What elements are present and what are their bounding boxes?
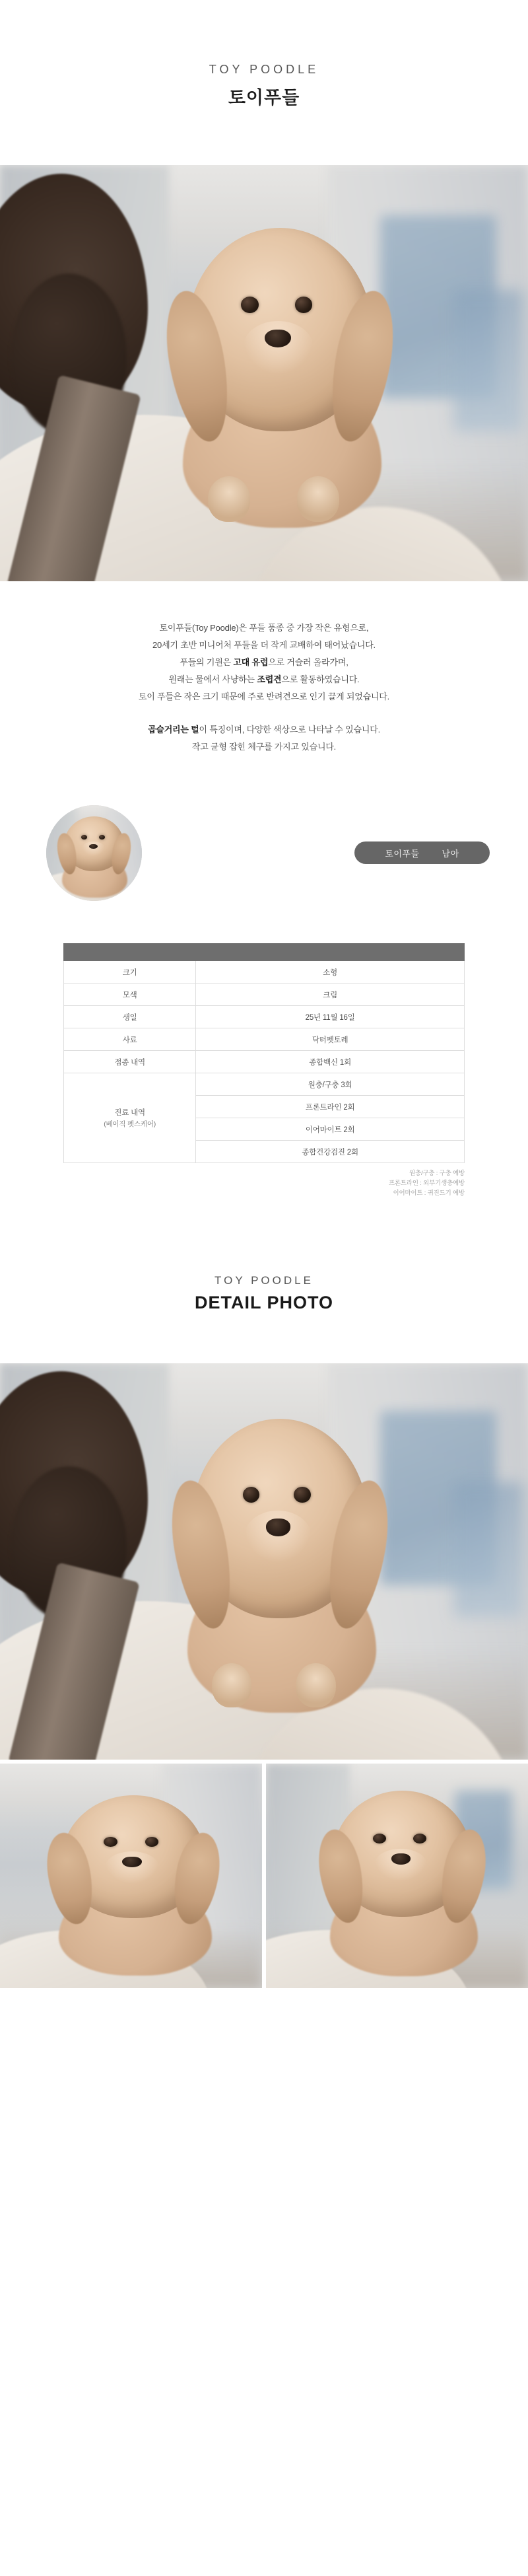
table-row <box>64 984 465 1006</box>
profile-row <box>0 797 528 909</box>
table-notes <box>63 1168 465 1198</box>
table-note-3: 이어마이트 : 귀진드기 예방 <box>393 1190 465 1197</box>
detail-thumbnail-left <box>0 1764 262 1988</box>
detail-dog-paw-right <box>296 1663 336 1707</box>
table-row <box>64 961 465 984</box>
table-header-row <box>64 944 465 961</box>
row-label-food: 사료 <box>64 1028 196 1051</box>
row-value-care-1: 원충/구충 3회 <box>196 1073 465 1096</box>
pet-name-badge <box>354 841 490 864</box>
detail-title: DETAIL PHOTO <box>194 1293 334 1312</box>
description-line-4-strong: 조렵견 <box>257 674 282 684</box>
detail-background-blue-panel-secondary <box>454 1482 523 1617</box>
detail-gap <box>0 1313 528 1363</box>
dog-paw-left <box>208 476 250 522</box>
page-title: 토이푸들 <box>228 88 300 108</box>
row-value-size: 소형 <box>196 961 465 984</box>
thumb-left-dog <box>52 1795 214 1966</box>
row-value-care-3: 이어마이트 2회 <box>196 1118 465 1141</box>
row-label-vaccination: 접종 내역 <box>64 1051 196 1073</box>
header-gap <box>0 109 528 165</box>
table-row <box>64 1051 465 1073</box>
table-row <box>64 1006 465 1028</box>
description-line-1: 토이푸들(Toy Poodle)은 푸들 품종 중 가장 작은 유형으로, <box>159 623 369 633</box>
dog-eye-right <box>295 297 313 313</box>
detail-dog-subject <box>180 1419 380 1696</box>
row-value-care-2: 프론트라인 2회 <box>196 1096 465 1118</box>
detail-eyebrow: TOY POODLE <box>214 1274 314 1287</box>
table-note-1: 원충/구충 : 구충 예방 <box>409 1170 465 1177</box>
dog-paw-right <box>297 476 339 522</box>
description-line-4-post: 으로 활동하였습니다. <box>281 674 360 684</box>
row-value-birthday: 25년 11월 16일 <box>196 1006 465 1028</box>
description-line-3-pre: 푸들의 기원은 <box>180 657 234 667</box>
description-line-6-strong: 곱슬거리는 털 <box>147 725 199 734</box>
spec-table-body <box>64 961 465 1163</box>
detail-photo-header <box>0 1274 528 1313</box>
table-row <box>64 1073 465 1096</box>
page-eyebrow: TOY POODLE <box>209 63 319 76</box>
row-label-size: 크기 <box>64 961 196 984</box>
description-line-2: 20세기 초반 미니어처 푸들을 더 작게 교배하여 태어났습니다. <box>152 640 376 650</box>
description-line-3-strong: 고대 유럽 <box>233 657 269 667</box>
row-label-color: 모색 <box>64 984 196 1006</box>
row-value-food: 닥터펫토레 <box>196 1028 465 1051</box>
bottom-spacer <box>0 1988 528 2011</box>
row-value-care-4: 종합건강검진 2회 <box>196 1141 465 1163</box>
row-label-care-sub: (베이직 펫스케어) <box>104 1120 156 1128</box>
thumb-right-dog <box>323 1791 480 1966</box>
row-label-birthday: 생일 <box>64 1006 196 1028</box>
row-value-color: 크림 <box>196 984 465 1006</box>
spec-table-head <box>64 944 465 961</box>
dog-eye-left <box>241 297 259 313</box>
spec-table-wrapper <box>63 943 465 1163</box>
avatar <box>46 805 142 901</box>
background-blue-panel-secondary <box>454 290 523 431</box>
description-line-5: 토이 푸들은 작은 크기 때문에 주로 반려견으로 인기 끌게 되었습니다. <box>138 692 390 701</box>
table-note-2: 프론트라인 : 외부기생충예방 <box>388 1180 465 1187</box>
detail-dog-eye-right <box>294 1487 310 1503</box>
spec-table <box>63 943 465 1163</box>
badge-sex-label: 남아 <box>442 848 459 859</box>
detail-main-photo <box>0 1363 528 1760</box>
row-label-care-text: 진료 내역 <box>114 1109 145 1117</box>
detail-dog-paw-left <box>212 1663 252 1707</box>
badge-breed-label: 토이푸들 <box>385 848 420 859</box>
table-header-left <box>64 944 196 961</box>
table-header-right <box>196 944 465 961</box>
description-line-6-post: 이 특징이며, 다양한 색상으로 나타날 수 있습니다. <box>199 725 381 734</box>
description-line-3 <box>0 654 528 671</box>
table-row <box>64 1028 465 1051</box>
description-line-7: 작고 균형 잡힌 체구를 가지고 있습니다. <box>191 742 337 752</box>
hero-photo <box>0 165 528 581</box>
description-line-4-pre: 원래는 물에서 사냥하는 <box>168 674 257 684</box>
row-value-vaccination: 종합백신 1회 <box>196 1051 465 1073</box>
thumb-right-dog-eye-right <box>413 1834 426 1843</box>
page-header <box>0 63 528 109</box>
description-line-6 <box>0 721 528 738</box>
thumb-left-dog-eye-right <box>145 1837 159 1847</box>
avatar-dog-eye-left <box>81 835 87 840</box>
dog-subject <box>174 228 385 511</box>
detail-dog-eye-left <box>243 1487 259 1503</box>
thumb-left-dog-eye-left <box>104 1837 117 1847</box>
avatar-dog-eye-right <box>99 835 105 840</box>
avatar-dog <box>59 816 128 893</box>
description-line-3-post: 으로 거슬러 올라가며, <box>268 657 348 667</box>
top-spacer <box>0 0 528 63</box>
detail-thumbnail-grid <box>0 1764 528 1988</box>
detail-thumbnail-right <box>266 1764 528 1988</box>
description-block <box>0 581 528 756</box>
thumb-right-dog-eye-left <box>373 1834 386 1843</box>
row-label-care <box>64 1073 196 1163</box>
description-line-4 <box>0 671 528 688</box>
